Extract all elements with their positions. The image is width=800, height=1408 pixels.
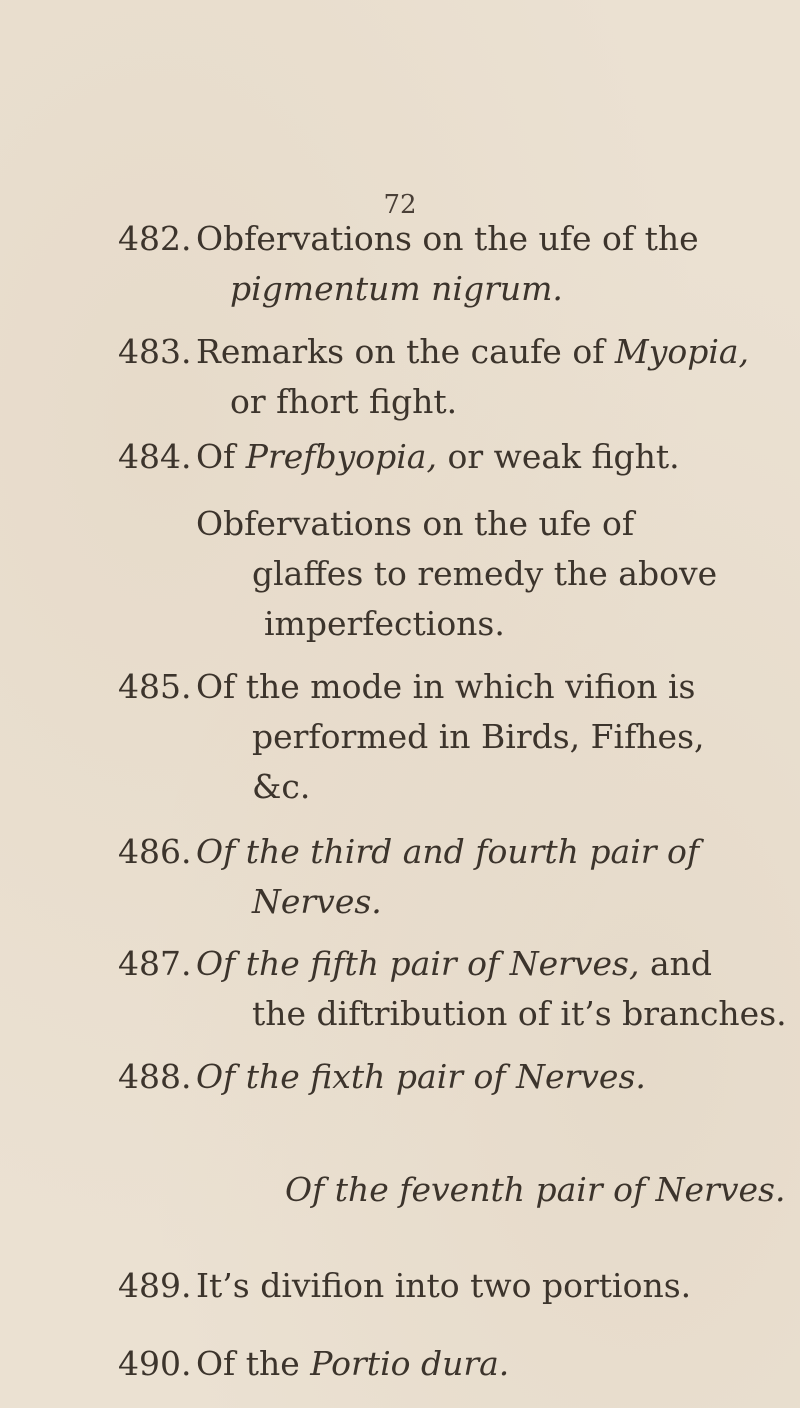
entry-number: 484. [118, 437, 192, 476]
entry-number: 485. [118, 667, 192, 706]
entry-text: Portio dura. [310, 1344, 510, 1383]
page-number: 72 [383, 190, 417, 220]
entry-text: Of [196, 437, 246, 476]
entry-line [196, 219, 699, 258]
entry-number: 490. [118, 1344, 192, 1383]
entry-line [252, 717, 705, 756]
entry-text: Remarks on the caufe of [196, 332, 615, 371]
entry-line [196, 667, 695, 706]
entry-number: 487. [118, 944, 192, 983]
entry-number: 482. [118, 219, 192, 258]
entry-number: 489. [118, 1266, 192, 1305]
entry-line [230, 269, 563, 308]
entry-number: 483. [118, 332, 192, 371]
entry-line [196, 832, 699, 871]
entry-line [252, 882, 382, 921]
entry-text: Of the [196, 1344, 311, 1383]
entry-text: Nerves. [252, 882, 382, 921]
entry-text: Of the third and fourth pair of [196, 832, 700, 871]
entry-line [230, 382, 457, 421]
entry-text: Of the fifth pair of Nerves, [196, 944, 640, 983]
entry-text: Obfervations on the ufe of [196, 504, 635, 543]
entry-text: Of the feventh pair of Nerves. [285, 1170, 786, 1209]
entry-text: or weak fight. [436, 437, 680, 476]
entry-number: 486. [118, 832, 192, 871]
entry-text: Myopia, [614, 332, 750, 371]
entry-number: 488. [118, 1057, 192, 1096]
entry-text: performed in Birds, Fifhes, [252, 717, 705, 756]
entry-line [252, 767, 310, 806]
entry-line [252, 994, 787, 1033]
entry-text: Of the mode in which vifion is [196, 667, 696, 706]
entry-text: &c. [252, 767, 311, 806]
entry-line [196, 1344, 509, 1383]
entry-line [252, 554, 717, 593]
entry-line [196, 944, 712, 983]
entry-text: Prefbyopia, [245, 437, 437, 476]
entry-text: the diftribution of it’s branches. [252, 994, 787, 1033]
entry-line [285, 1170, 785, 1209]
entry-text: and [639, 944, 713, 983]
entry-text: Obfervations on the ufe of the [196, 219, 699, 258]
entry-line [264, 604, 505, 643]
entry-text: or fhort fight. [230, 382, 458, 421]
entry-text: Of the fixth pair of Nerves. [196, 1057, 646, 1096]
entry-line [196, 437, 680, 476]
entry-line [196, 332, 749, 371]
entry-line [196, 1266, 691, 1305]
entry-text: It’s divifion into two portions. [196, 1266, 692, 1305]
entry-text: glaffes to remedy the above [252, 554, 718, 593]
entry-line [196, 1057, 646, 1096]
entry-text: pigmentum nigrum. [230, 269, 563, 308]
entry-text: imperfections. [264, 604, 505, 643]
entry-line [196, 504, 634, 543]
